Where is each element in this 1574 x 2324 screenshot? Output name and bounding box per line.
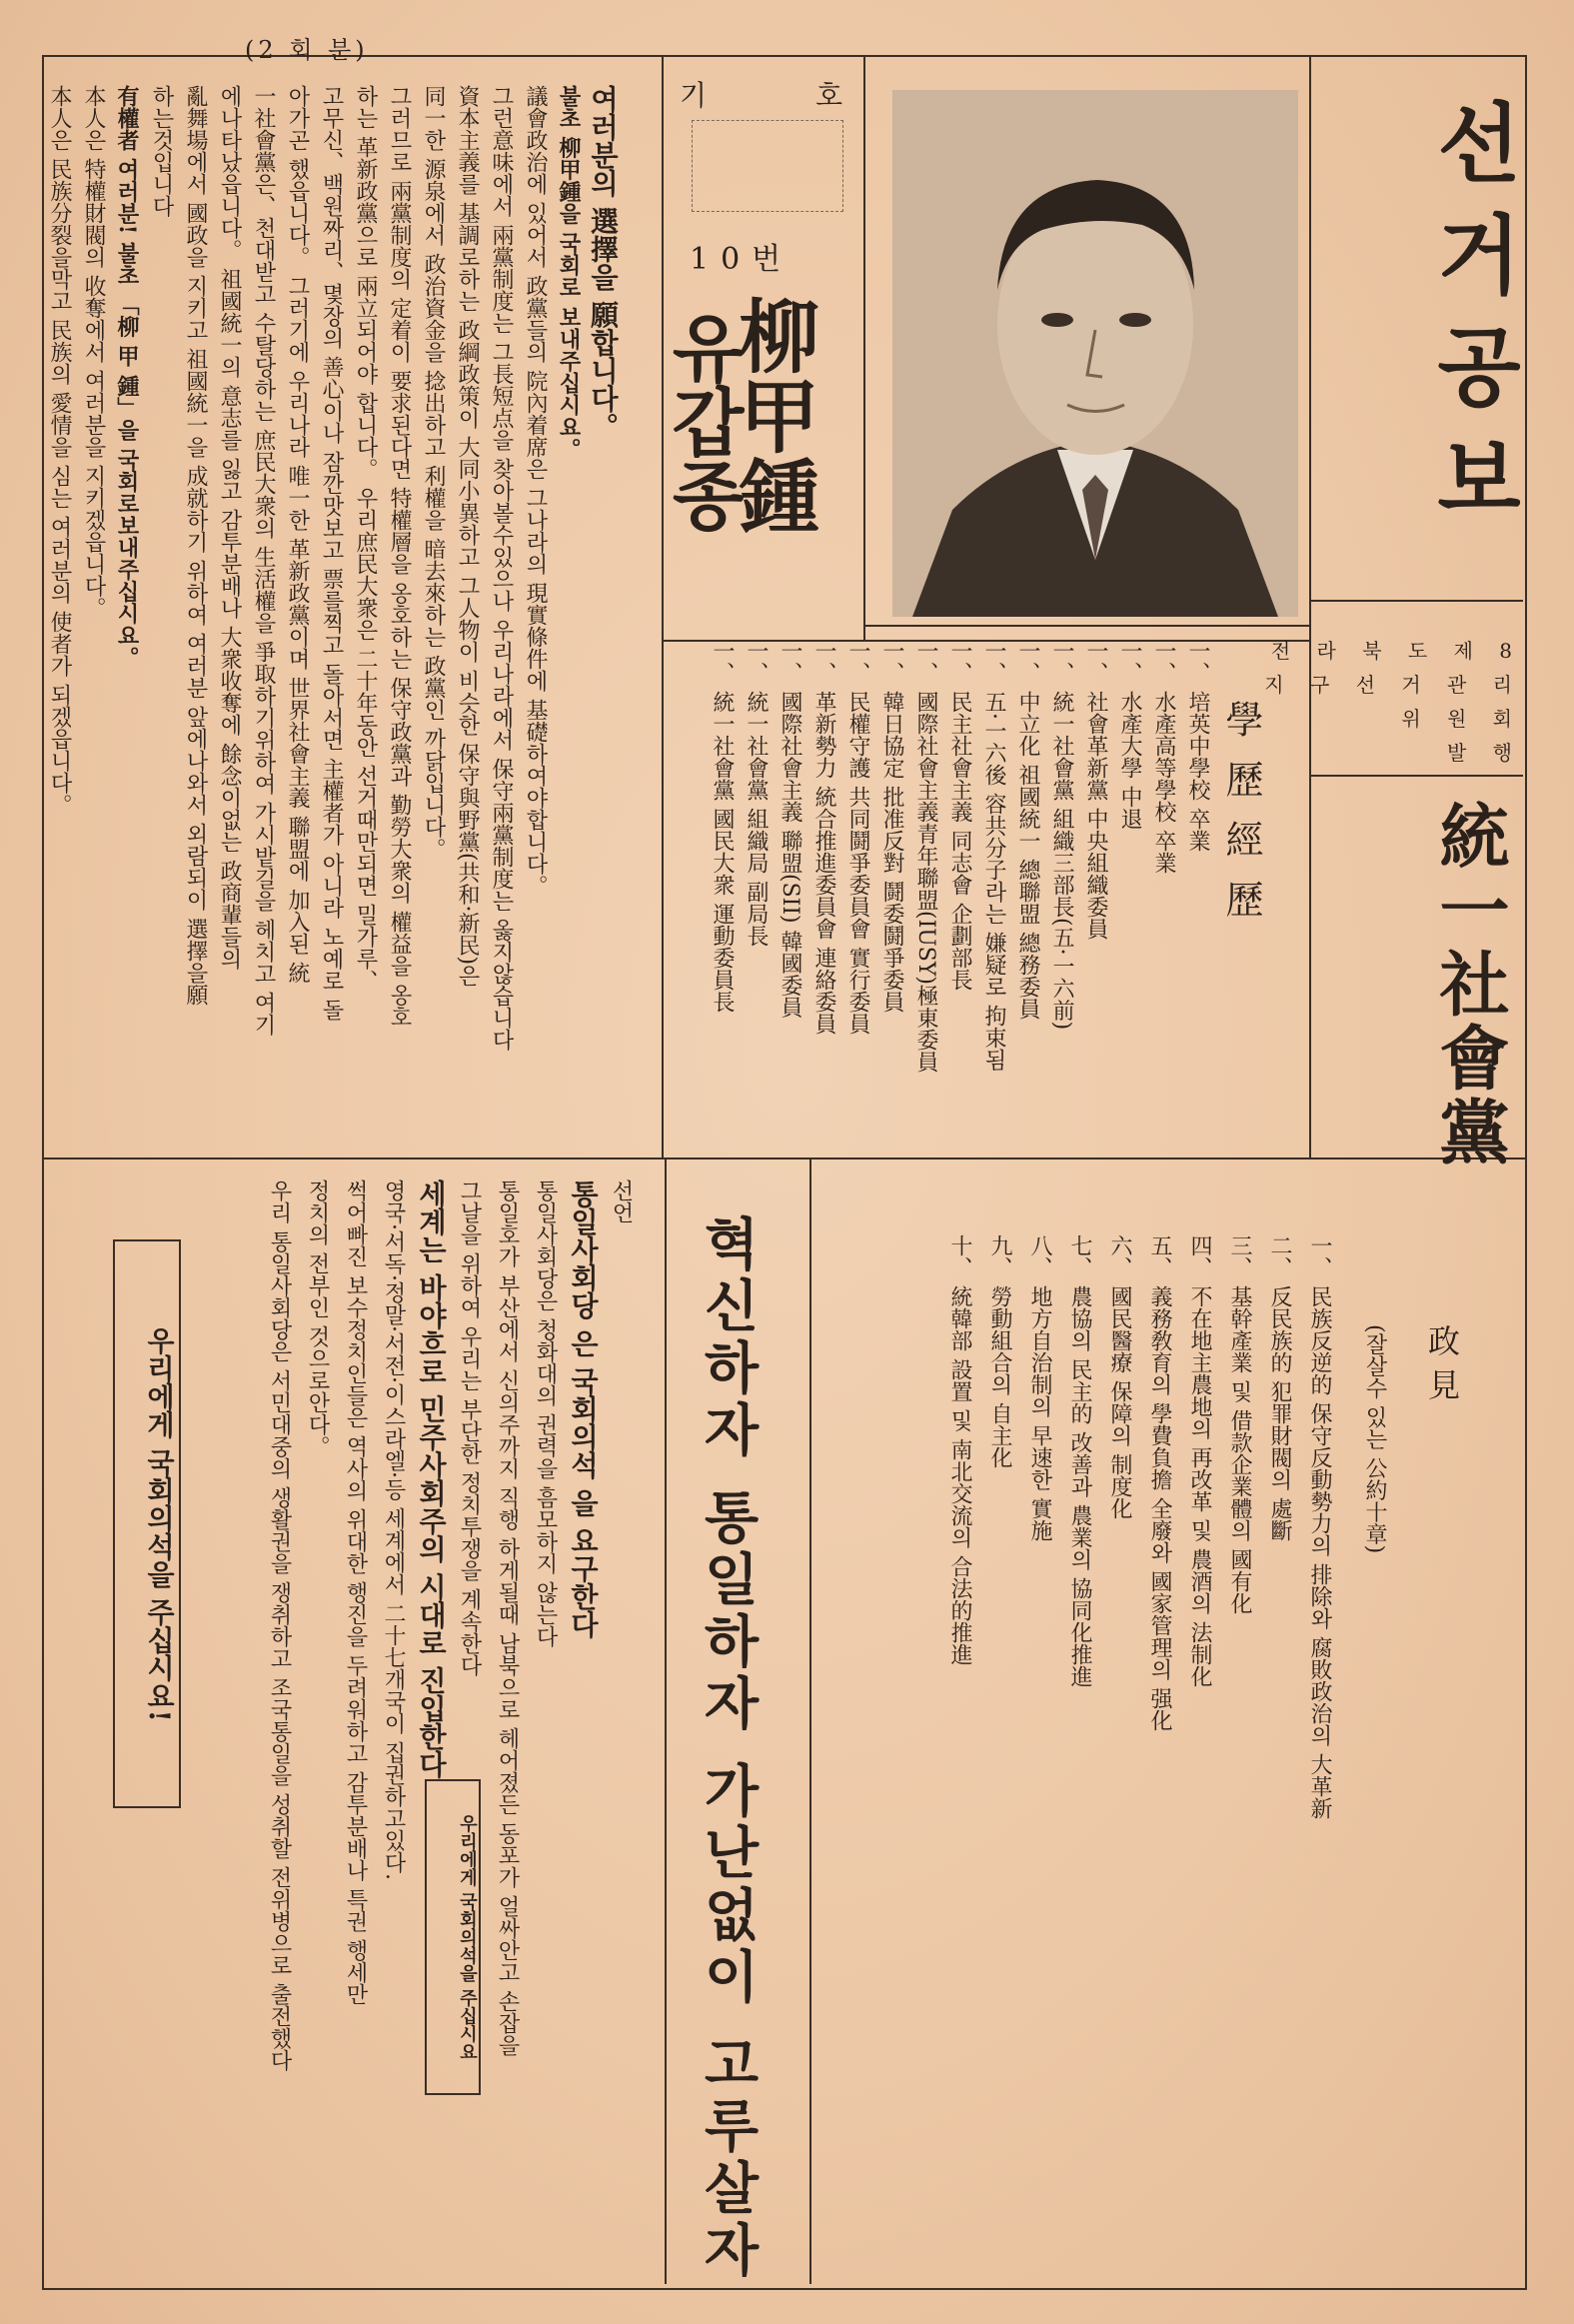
commission-line: 위 원 회 xyxy=(1401,707,1522,731)
ballot-label: 기 호 xyxy=(680,79,892,112)
appeal-title: 여러분의 選擇을 願합니다。 xyxy=(587,85,620,441)
slogan: 혁신하자 통일하자 가난없이 고루살자 xyxy=(695,1214,761,2283)
policy-item: 十、 統韓部 設置 및 南北交流의 合法的推進 xyxy=(947,1234,972,1665)
seat-request-box-large: 우리에게 국회의석을 주십시요! xyxy=(113,1239,181,1808)
declaration-line: 통일사회당은 청화대의 권력을 흠모하지 않는다 xyxy=(533,1179,558,1647)
commission-line: 전 라 북 도 제 8 xyxy=(1270,639,1522,663)
appeal-line: 하는것입니다 xyxy=(149,85,174,217)
commission-block xyxy=(1264,634,1522,770)
appeal-line: 고무신、백원짜리、몇장의 善心이나 잠깐맛보고 票를찍고 돌아서면 主權者가 아니라 노예로 돌 xyxy=(319,85,344,1021)
career-item: 一、 中立化 祖國統一 總聯盟 總務委員 xyxy=(1015,640,1040,1020)
appeal-line: 亂舞場에서 國政을 지키고 祖國統一을 成就하기 위하여 여러분 앞에나와서 외람되이 選擇을願 xyxy=(183,85,208,1006)
commission-line: 지 구 선 거 관 리 xyxy=(1264,673,1522,697)
appeal-line: 그러므로 兩黨制度의 定着이 要求된다면 特權層을 옹호하는 保守政黨과 勤勞大衆의 權益을 옹호 xyxy=(387,85,412,1028)
bottom-divider-a xyxy=(665,1160,667,2284)
candidate-name-hangul: 유갑종 xyxy=(659,310,746,532)
policy-item: 六、 國民醫療 保障의 制度化 xyxy=(1107,1234,1132,1519)
appeal-line: 에나타났읍니다。 祖國統一의 意志를 잃고 감투분배나 大衆收奪에 餘念이없는 政商輩들의 xyxy=(217,85,242,970)
career-item: 一、 統一社會黨 組織局 副局長 xyxy=(744,640,769,947)
appeal-line: 아가곤 했읍니다。 그러기에 우리나라 唯一한 革新政黨이며 世界社會主義 聯盟에 加入된 統 xyxy=(285,85,310,984)
career-item: 一、 統一社會黨 組織三部長(五·一六前) xyxy=(1049,640,1074,1031)
appeal-line: 資本主義를 基調로하는 政綱政策이 大同小異하고 그人物이 비슷한 保守與野黨(共和·新民)은 xyxy=(455,85,480,988)
policy-item: 四、 不在地主農地의 再改革 및 農酒의 法制化 xyxy=(1187,1234,1212,1687)
policy-item: 五、 義務敎育의 學費負擔 全廢와 國家管理의 强化 xyxy=(1147,1234,1172,1731)
candidate-photo xyxy=(892,90,1298,617)
declaration-line: 그날을 위하여 우리는 부단한 정치투쟁을 계속한다 xyxy=(457,1179,482,1676)
career-item: 一、 國際社會主義青年聯盟(IUSY)極東委員 xyxy=(913,640,938,1073)
policy-item: 二、 反民族的 犯罪財閥의 處斷 xyxy=(1267,1234,1292,1541)
career-item: 一、 革新勢力 統合推進委員會 連絡委員 xyxy=(811,640,836,1035)
policy-item: 七、 農協의 民主的 改善과 農業의 協同化推進 xyxy=(1067,1234,1092,1687)
career-item: 一、 水產大學 中退 xyxy=(1117,640,1142,830)
top-divider-b xyxy=(1309,57,1311,1158)
candidate-name-hanja: 柳甲鍾 xyxy=(726,295,820,535)
party-name: 統一社會黨 xyxy=(1428,800,1511,1169)
declaration-line: 우리 통일사회당은 서민대중의 생활권을 쟁취하고 조국통일을 성취할 전위병으로 출전했다 xyxy=(267,1179,292,2071)
appeal-line: 有權者 여러분! 불초 「柳 甲 鍾」을 국회로보내주십시요。 xyxy=(114,85,140,669)
career-item: 一、 國際社會主義 聯盟(SII) 韓國委員 xyxy=(778,640,802,1019)
ballot-divider xyxy=(863,57,865,640)
top-divider-a xyxy=(662,57,664,1158)
header-divider xyxy=(1311,600,1523,602)
appeal-line: 그런意味에서 兩黨制度는 그長短点을 찾아볼수있으나 우리나라에서 保守兩黨制度는 옳지않습니다 xyxy=(489,85,514,1051)
appeal-line: 同一한 源泉에서 政治資金을 捻出하고 利權을 暗去來하는 政黨인 까닭입니다。 xyxy=(421,85,446,860)
seat-request-box-small: 우리에게 국회의석을 주십시요 xyxy=(425,1779,481,2095)
appeal-line: 本人은 民族分裂을막고 民族의 愛情을 심는 여러분의 使者가 되겠읍니다。 xyxy=(47,85,72,816)
appeal-line: 議會政治에 있어서 政黨들의 院內着席은 그나라의 現實條件에 基礎하여야합니다。 xyxy=(523,85,548,897)
declaration-label: 선언 xyxy=(609,1179,634,1223)
declaration-section xyxy=(170,1179,640,2229)
declaration-line: 통일호가 부산에서 신의주까지 직행 하게될때 남북으로 헤어졌든 동포가 얼싸안고 손잡을 xyxy=(495,1179,520,2056)
declaration-title: 통일사회당 은 국회의석 을 요구한다 xyxy=(567,1179,600,1638)
page-marker: (2 회 분) xyxy=(245,36,369,64)
career-item: 一、 韓日協定 批准反對 鬪委鬪爭委員 xyxy=(879,640,904,1013)
bulletin-title: 선거공보 xyxy=(1421,98,1522,546)
policy-item: 八、 地方自治制의 早速한 實施 xyxy=(1027,1234,1052,1541)
commission-divider xyxy=(1311,775,1523,777)
career-item: 一、 民主社會主義 同志會 企劃部長 xyxy=(947,640,972,991)
appeal-signature: 불초 柳甲鍾을 국회로 보내주십시요。 xyxy=(556,85,582,460)
policy-list xyxy=(879,1234,1339,2054)
appeal-line: 一社會黨은、천대받고 수탈당하는 庶民大衆의 生活權을 爭取하기위하여 가시밭길을 헤치고 여기 xyxy=(251,85,276,1036)
policy-item: 一、 民族反逆的 保守反動勢力의 排除와 腐敗政治의 大革新 xyxy=(1307,1234,1332,1819)
declaration-subtitle: 세계는 바야흐로 민주사회주의 시대로 진입한다 xyxy=(415,1179,448,1778)
career-list xyxy=(705,640,1214,1160)
ballot-mark-box xyxy=(692,120,843,212)
career-item: 一、 培英中學校 卒業 xyxy=(1185,640,1210,852)
career-item: 一、 統一社會黨 國民大衆 運動委員長 xyxy=(710,640,735,1013)
policy-item: 九、 勞動組合의 自主化 xyxy=(987,1234,1012,1468)
declaration-line: 썩어빠진 보수정치인들은 역사의 위대한 행진을 두려워하고 감투분배나 특권 행세만 xyxy=(343,1179,368,2005)
career-item: 一、 社會革新黨 中央組織委員 xyxy=(1083,640,1108,940)
career-item: 一、 民權守護 共同鬪爭委員會 實行委員 xyxy=(845,640,870,1035)
portrait-image xyxy=(892,90,1298,617)
bottom-divider-b xyxy=(809,1160,811,2284)
policy-item: 三、 基幹產業 및 借款企業體의 國有化 xyxy=(1227,1234,1252,1614)
photo-divider xyxy=(863,625,1309,627)
appeal-line: 하는 革新政黨으로 兩立되어야 합니다。 우리庶民大衆은 二十年동안 선거때만되면 밀가루、 xyxy=(353,85,378,992)
declaration-line: 영국·서독·정말·서전·이스라엘·등 세계에서 二十七개국이 집권하고있다. xyxy=(381,1179,406,1880)
appeal-line: 本人은 特權財閥의 收奪에서 여러분을 지키겠읍니다。 xyxy=(81,85,106,619)
policy-heading: 政見 xyxy=(1423,1324,1461,1412)
appeal-section xyxy=(47,85,620,1095)
commission-line: 발 행 xyxy=(1447,741,1522,765)
declaration-line: 정치의 전부인 것으로안다。 xyxy=(305,1179,330,1457)
career-item: 一、 水產高等學校 卒業 xyxy=(1151,640,1176,874)
career-heading: 學歷經歷 xyxy=(1219,700,1263,940)
ballot-number: 10번 xyxy=(690,242,793,277)
policy-subheading: (잘살수 있는 公約十章) xyxy=(1362,1324,1387,1554)
career-item: 一、 五·一六後 容共分子라는 嫌疑로 拘束됨 xyxy=(981,640,1006,1071)
